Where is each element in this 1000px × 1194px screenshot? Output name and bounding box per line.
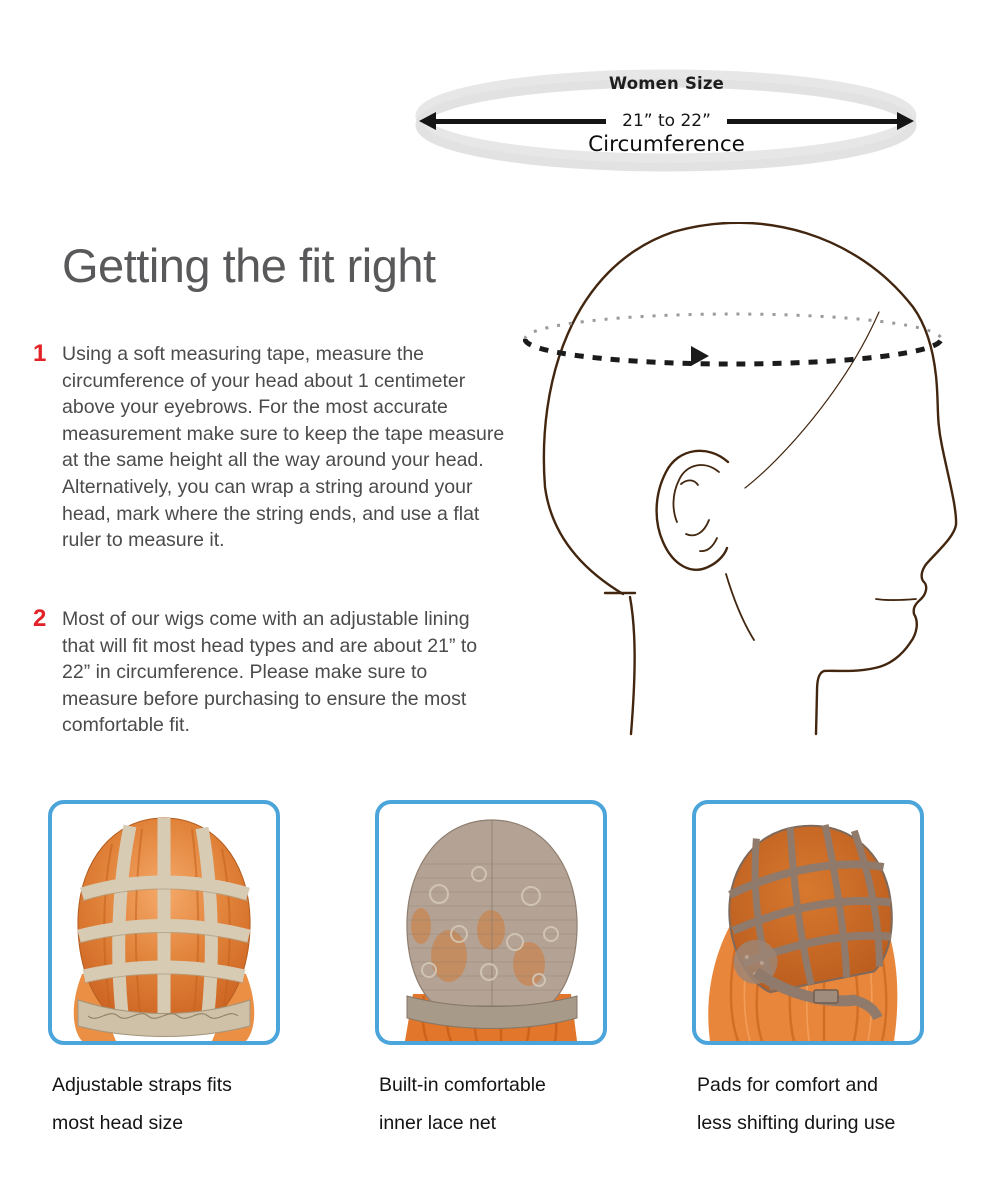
caption-lace-net [379,1066,629,1142]
step-2 [33,606,506,739]
wig-cap-lace-image [379,804,603,1041]
caption-line: most head size [52,1112,184,1134]
step-2-text: Most of our wigs come with an adjustable lining that will fit most head types and are about 21” to 22” in circumference. Please make sure to measure before purchasing to ensure the most comfortable fit. [62,608,478,737]
head-profile-icon [523,222,985,737]
feature-image-side-pads [692,800,924,1045]
page-title: Getting the fit right [62,239,436,292]
caption-straps [52,1066,302,1142]
caption-line: inner lace net [379,1112,497,1134]
arrow-line-left [436,119,606,124]
dotted-tape-ellipse [525,314,941,366]
caption-line: Pads for comfort and [697,1074,879,1096]
feature-image-straps [48,800,280,1045]
measuring-tape-ring-graphic [413,68,920,176]
arrow-right-icon [897,112,914,130]
arrow-left-icon [419,112,436,130]
step-1 [33,341,506,554]
wig-cap-straps-image [52,804,276,1041]
caption-pads [697,1066,947,1142]
wig-cap-side-image [696,804,920,1041]
caption-line: Adjustable straps fits [52,1074,232,1096]
step-1-number: 1 [33,340,47,367]
head-profile-illustration [523,222,985,737]
step-2-number: 2 [33,605,47,632]
circumference-arrow [419,111,914,131]
feature-image-lace-net [375,800,607,1045]
caption-line: Built-in comfortable [379,1074,546,1096]
women-size-label: Women Size [608,74,725,93]
caption-line: less shifting during use [697,1112,896,1134]
circumference-label: Circumference [588,132,745,157]
step-1-text: Using a soft measuring tape, measure the circumference of your head about 1 centimeter above your eyebrows. For the most accurate measurement make sure to keep the tape measure at the same height all the way around your head. Alternatively, you can wrap a string around your head, mark where the string ends, and use a flat ruler to measure it. [62,343,505,552]
arrow-line-right [727,119,897,124]
size-range-label: 21” to 22” [622,111,711,131]
